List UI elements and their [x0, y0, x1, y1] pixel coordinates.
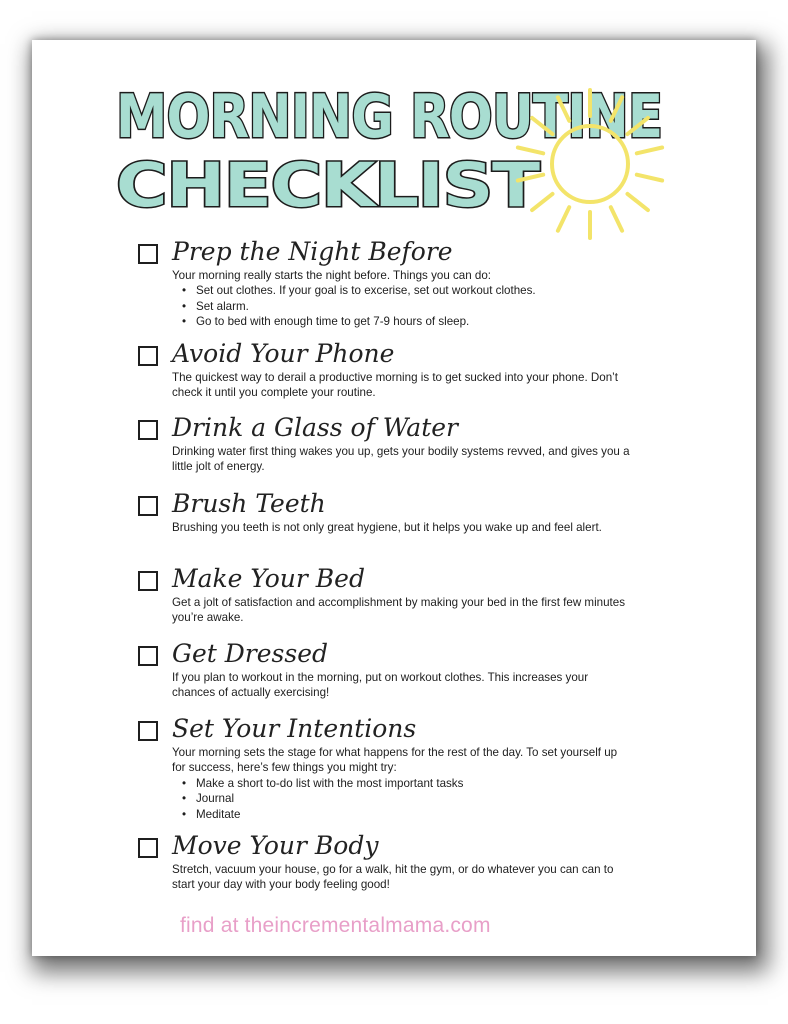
sun-ray [532, 194, 552, 210]
sun-ray [532, 118, 552, 134]
item-title: Avoid Your Phone [172, 339, 395, 368]
item-description-text: Your morning really starts the night before. Things you can do: [172, 269, 492, 282]
bullet-item: • Journal [196, 791, 632, 806]
sun-ray [518, 148, 543, 154]
item-title: Drink a Glass of Water [172, 413, 458, 442]
sun-ray [558, 207, 569, 231]
bullet-item: • Go to bed with enough time to get 7-9 hours of sleep. [196, 314, 632, 329]
bullet-list [172, 283, 632, 329]
bullet-item: • Make a short to-do list with the most important tasks [196, 776, 632, 791]
item-title: Move Your Body [172, 831, 379, 860]
item-description [172, 268, 632, 330]
sun-ray [637, 175, 662, 181]
item-description-text: Your morning sets the stage for what happens for the rest of the day. To set yourself up for success, here’s few things you might try: [172, 746, 618, 775]
item-title: Prep the Night Before [172, 237, 453, 266]
sun-ray [628, 194, 648, 210]
sun-ray [558, 97, 569, 121]
sun-ray [628, 118, 648, 134]
sun-ray [637, 148, 662, 154]
bullet-item: • Set alarm. [196, 299, 632, 314]
item-title: Set Your Intentions [172, 714, 417, 743]
sun-ray [611, 207, 622, 231]
item-title: Brush Teeth [172, 489, 326, 518]
checkbox[interactable] [138, 420, 158, 440]
item-description: Brushing you teeth is not only great hygiene, but it helps you wake up and feel alert. [172, 521, 602, 534]
item-description: Drinking water first thing wakes you up, gets your bodily systems revved, and gives you a little jolt of energy. [172, 445, 630, 474]
checklist-page [32, 40, 756, 956]
checkbox[interactable] [138, 496, 158, 516]
sun-ray [518, 175, 543, 181]
bullet-list [172, 776, 632, 822]
item-description: If you plan to workout in the morning, put on workout clothes. This increases your chances of actually exercising! [172, 671, 589, 700]
checkbox[interactable] [138, 721, 158, 741]
item-description: The quickest way to derail a productive morning is to get sucked into your phone. Don’t check it until you complete your routine. [172, 371, 618, 400]
checkbox[interactable] [138, 646, 158, 666]
checkbox[interactable] [138, 838, 158, 858]
item-title: Get Dressed [172, 639, 329, 668]
checkbox[interactable] [138, 244, 158, 264]
item-description: Get a jolt of satisfaction and accomplishment by making your bed in the first few minutes you’re awake. [172, 596, 626, 625]
sun-icon [510, 80, 672, 242]
bullet-item: • Meditate [196, 807, 632, 822]
checkbox[interactable] [138, 346, 158, 366]
checkbox[interactable] [138, 571, 158, 591]
item-description [172, 745, 632, 822]
title-line-2: CHECKLIST [116, 150, 539, 221]
bullet-item: • Set out clothes. If your goal is to excerise, set out workout clothes. [196, 283, 632, 298]
item-description: Stretch, vacuum your house, go for a walk, hit the gym, or do whatever you can can to start your day with your body feeling good! [172, 863, 614, 892]
sun-ray [611, 97, 622, 121]
item-title: Make Your Bed [172, 564, 365, 593]
title-line-1: MORNING ROUTINE [116, 82, 663, 152]
footer-source-link[interactable]: find at theincrementalmama.com [180, 914, 491, 937]
